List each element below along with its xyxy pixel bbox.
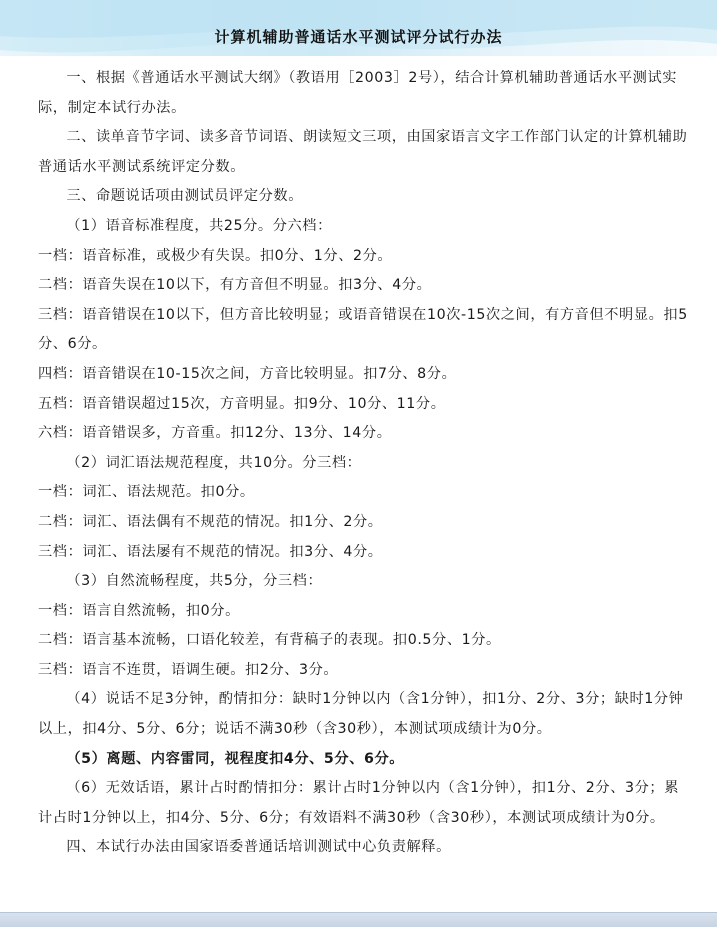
paragraph: 二档：词汇、语法偶有不规范的情况。扣1分、2分。: [38, 513, 383, 530]
document-title: 计算机辅助普通话水平测试评分试行办法: [214, 28, 503, 46]
paragraph: （6）无效话语，累计占时酌情扣分：累计占时1分钟以内（含1分钟），扣1分、2分、3分；累计占时1分钟以上，扣4分、5分、6分；有效语料不满30秒（含30秒），本测试项成绩计为0分。: [38, 780, 679, 826]
bottom-bar: [0, 912, 717, 927]
paragraph: 一档：语言自然流畅，扣0分。: [38, 602, 240, 619]
paragraph: 三、命题说话项由测试员评定分数。: [66, 188, 303, 205]
paragraph: 三档：语言不连贯，语调生硬。扣2分、3分。: [38, 661, 339, 678]
paragraph: 一、根据《普通话水平测试大纲》（教语用［2003］2号），结合计算机辅助普通话水平测试实际，制定本试行办法。: [38, 70, 678, 116]
paragraph: （3）自然流畅程度，共5分，分三档：: [66, 573, 323, 590]
paragraph: 六档：语音错误多，方音重。扣12分、13分、14分。: [38, 425, 392, 442]
paragraph: 三档：词汇、语法屡有不规范的情况。扣3分、4分。: [38, 543, 383, 560]
paragraph: 二档：语音失误在10以下，有方音但不明显。扣3分、4分。: [38, 277, 432, 294]
paragraph: （5）离题、内容雷同，视程度扣4分、5分、6分。: [66, 750, 405, 767]
paragraph: 四、本试行办法由国家语委普通话培训测试中心负责解释。: [66, 839, 451, 856]
paragraph: （2）词汇语法规范程度，共10分。分三档：: [66, 454, 362, 471]
paragraph: 五档：语音错误超过15次，方音明显。扣9分、10分、11分。: [38, 395, 446, 412]
paragraph: （1）语音标准程度，共25分。分六档：: [66, 217, 332, 234]
paragraph: 一档：词汇、语法规范。扣0分。: [38, 484, 255, 501]
paragraph: 二、读单音节字词、读多音节词语、朗读短文三项，由国家语言文字工作部门认定的计算机辅助普通话水平测试系统评定分数。: [38, 129, 688, 175]
paragraph: （4）说话不足3分钟，酌情扣分：缺时1分钟以内（含1分钟），扣1分、2分、3分；缺时1分钟以上，扣4分、5分、6分；说话不满30秒（含30秒），本测试项成绩计为0分。: [38, 691, 684, 738]
document-body: [38, 64, 690, 863]
paragraph: 三档：语音错误在10以下，但方音比较明显；或语音错误在10次-15次之间，有方音但不明显。扣5分、6分。: [38, 306, 688, 353]
paragraph: 四档：语音错误在10-15次之间，方音比较明显。扣7分、8分。: [38, 365, 457, 382]
paragraph: 二档：语言基本流畅，口语化较差，有背稿子的表现。扣0.5分、1分。: [38, 632, 501, 649]
paragraph: 一档：语音标准，或极少有失误。扣0分、1分、2分。: [38, 247, 393, 264]
